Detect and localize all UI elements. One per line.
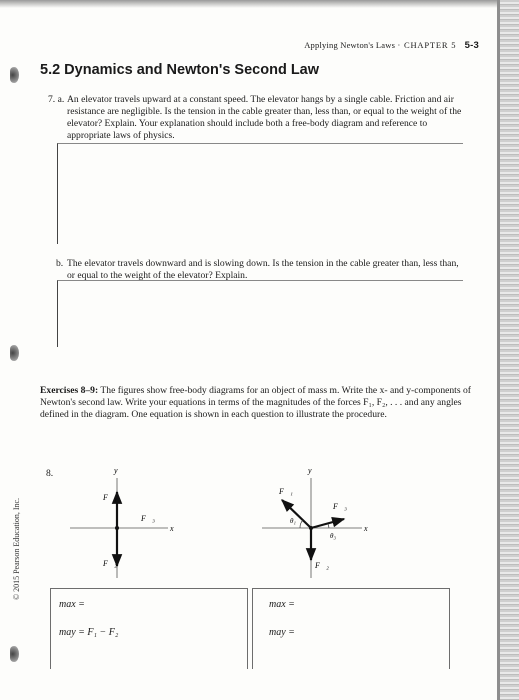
equation-box-left [50, 588, 248, 669]
section-title: 5.2 Dynamics and Newton's Second Law [40, 62, 320, 78]
equation-may-right[interactable]: may = [269, 627, 295, 638]
left-y-label: y [114, 466, 118, 475]
left-origin-dot [115, 526, 119, 530]
question-label: b. [56, 258, 64, 269]
question-text: An elevator travels upward at a constant speed. The elevator hangs by a single cable. Friction and air resistance are negligible. Is the tension in the cable greater than, less than, or equal to the weight of the elevator? Explain. Your explanation should include both a free-body diagram and reference to appropriate laws of physics. [67, 94, 462, 141]
left-diagram [70, 466, 174, 578]
right-f3-label: F⃗₃ [333, 502, 347, 511]
copyright-notice: © 2015 Pearson Education, Inc. [12, 497, 21, 600]
right-y-label: y [308, 466, 312, 475]
right-theta1-label: θ₁ [290, 517, 296, 525]
left-x-label: x [170, 524, 174, 533]
equation-max-right[interactable]: max = [269, 599, 295, 610]
left-f2-label: F⃗₂ [103, 559, 117, 568]
equation-max-left[interactable]: max = [59, 599, 85, 610]
left-f1-label: F⃗₁ [103, 493, 117, 502]
page-number: 5-3 [464, 40, 479, 51]
exercises-text: The figures show free-body diagrams for an object of mass m. Write the x- and y-components of Newton's second law. Write your equations in terms of the magnitudes of the forces F₁, F₂, . . . and any angles defined in the diagram. One equation is shown in each question to illustrate the procedure. [40, 385, 471, 420]
equation-may-left[interactable]: may = F₁ − F₂ [59, 627, 119, 638]
left-f3-label: F⃗₃ [141, 514, 155, 523]
right-origin-dot [309, 526, 313, 530]
right-x-label: x [364, 524, 368, 533]
right-theta3-arc [328, 524, 329, 528]
question-8-label: 8. [46, 468, 54, 479]
running-head-title: Applying Newton's Laws [304, 40, 396, 50]
right-f3-vector [311, 519, 344, 528]
running-head-chapter: · CHAPTER 5 [397, 40, 457, 50]
right-theta3-label: θ₃ [330, 532, 336, 540]
question-text: The elevator travels downward and is slowing down. Is the tension in the cable greater than, less than, or equal to the weight of the elevator? Explain. [67, 258, 459, 281]
right-f1-vector [282, 500, 311, 528]
right-f1-label: F⃗₁ [279, 487, 293, 496]
equation-box-right [252, 588, 450, 669]
question-label: 7. a. [48, 94, 65, 105]
right-diagram [262, 466, 368, 578]
exercises-heading: Exercises 8–9: [40, 385, 99, 396]
right-f2-label: F⃗₂ [315, 561, 329, 570]
